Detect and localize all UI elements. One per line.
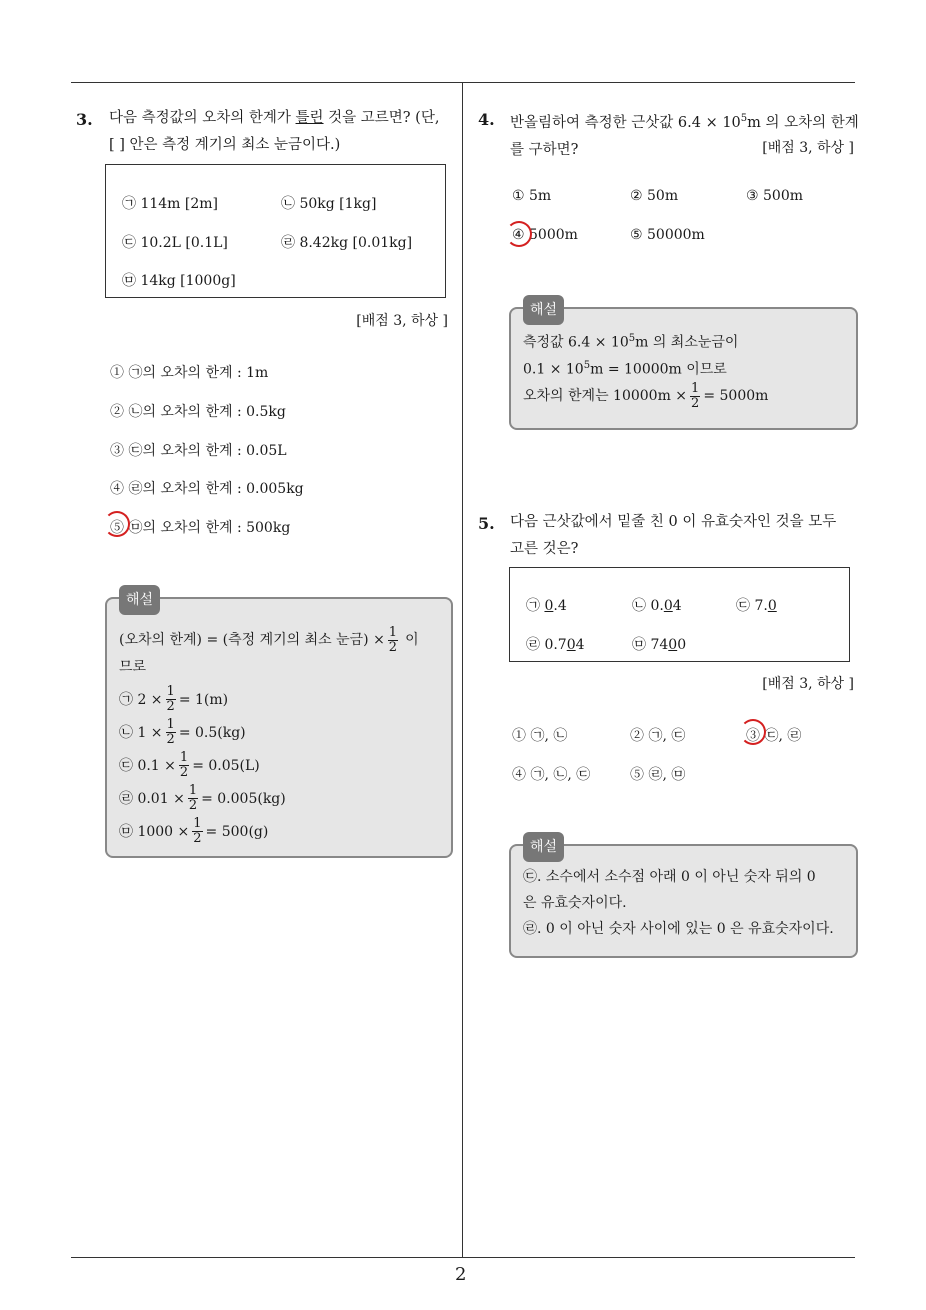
q4-expl-body — [523, 325, 853, 413]
q4-number: 4. — [478, 110, 495, 129]
post: 4 — [672, 598, 682, 614]
column-divider — [462, 82, 463, 1258]
row-post: = 0.005(kg) — [201, 790, 286, 807]
row-post: = 0.05(L) — [192, 757, 260, 774]
row-frac — [166, 718, 176, 747]
q4-expl-line3 — [523, 379, 853, 413]
q4-expl-l1sup: 5 — [628, 333, 636, 344]
q3-score: [배점 3, 하상 ] — [356, 313, 448, 329]
row-pre: ㉣ 0.01 × — [119, 790, 185, 807]
q5-option-4[interactable]: ④ ㉠, ㉡, ㉢ — [512, 767, 591, 783]
q3-expl-row-4 — [119, 782, 449, 815]
q5-answer-mark — [740, 719, 766, 745]
q4-expl-l1b: m 의 최소눈금이 — [635, 334, 739, 351]
pre: ㉢ 7. — [736, 598, 768, 614]
row-pre: ㉢ 0.1 × — [119, 757, 176, 774]
q4-text-c: 를 구하면? — [510, 141, 579, 158]
row-post: = 0.5(kg) — [178, 724, 246, 741]
frac-num: 1 — [166, 717, 175, 732]
row-frac — [179, 751, 189, 780]
frac-den: 2 — [691, 395, 700, 411]
q5-option-5[interactable]: ⑤ ㉣, ㉤ — [630, 767, 686, 783]
q3-given-4: ㉣ 8.42kg [0.01kg] — [281, 235, 413, 251]
frac-den: 2 — [166, 699, 175, 714]
q4-expl-l3a: 오차의 한계는 10000m × — [523, 388, 688, 404]
q4-expl-frac — [690, 382, 700, 411]
q3-text-b: 것을 고르면? (단, — [323, 110, 440, 126]
frac-num: 1 — [193, 816, 202, 831]
q3-expl-body — [119, 623, 449, 848]
q3-expl-row-3 — [119, 749, 449, 782]
q4-expl-l2a: 0.1 × 10 — [523, 361, 584, 378]
underlined-zero: 0 — [663, 598, 673, 614]
q4-expl-l3b: = 5000m — [703, 388, 769, 404]
q5-score: [배점 3, 하상 ] — [762, 676, 854, 692]
q5-given-3 — [736, 595, 777, 615]
q5-given-5 — [632, 634, 686, 654]
row-frac — [192, 817, 202, 846]
q5-expl-line3: ㉣. 0 이 아닌 숫자 사이에 있는 0 은 유효숫자이다. — [523, 921, 834, 937]
q3-expl-line1b: 이 — [405, 632, 419, 648]
pre: ㉡ 0. — [632, 598, 664, 614]
row-frac — [188, 784, 198, 813]
frac-den: 2 — [166, 732, 175, 747]
post: 4 — [575, 637, 585, 653]
pre: ㉠ — [526, 598, 545, 614]
q3-number: 3. — [76, 110, 93, 129]
q4-expl-l2sup: 5 — [583, 360, 591, 371]
q5-option-3[interactable]: ③ ㉢, ㉣ — [746, 728, 802, 744]
frac-num: 1 — [179, 750, 189, 765]
q4-answer-mark — [506, 221, 532, 247]
underlined-zero: 0 — [566, 637, 576, 653]
q3-given-3: ㉢ 10.2L [0.1L] — [122, 235, 228, 251]
q3-expl-line1a: (오차의 한계) = (측정 계기의 최소 눈금) × — [119, 632, 385, 648]
q5-explanation-tag: 해설 — [523, 832, 564, 862]
q3-text — [109, 105, 459, 159]
q3-text-a: 다음 측정값의 오차의 한계가 — [109, 110, 296, 126]
q4-text-a: 반올림하여 측정한 근삿값 6.4 × 10 — [510, 114, 741, 131]
q5-expl-line2: 은 유효숫자이다. — [523, 895, 627, 911]
q4-explanation-tag: 해설 — [523, 295, 564, 325]
q5-given-box — [509, 567, 850, 662]
bottom-rule — [71, 1257, 855, 1258]
q3-expl-row-2 — [119, 716, 449, 749]
q3-expl-row-5 — [119, 815, 449, 848]
q4-option-4[interactable]: ④ 5000m — [512, 227, 578, 243]
q3-option-1[interactable]: ① ㉠의 오차의 한계 : 1m — [110, 365, 269, 381]
post: 0 — [677, 637, 687, 653]
q4-expl-l2b: m = 10000m 이므로 — [590, 361, 727, 378]
q4-option-3[interactable]: ③ 500m — [746, 188, 803, 204]
q4-text-sup: 5 — [740, 113, 748, 124]
q4-option-1[interactable]: ① 5m — [512, 188, 552, 204]
q3-expl-line1 — [119, 623, 449, 657]
q3-explanation — [105, 592, 453, 858]
q5-given-2 — [632, 595, 682, 615]
row-pre: ㉠ 2 × — [119, 691, 163, 708]
frac-den: 2 — [188, 798, 198, 813]
row-pre: ㉤ 1000 × — [119, 823, 190, 840]
q3-given-2: ㉡ 50kg [1kg] — [281, 196, 377, 212]
frac-num: 1 — [388, 624, 398, 640]
q5-option-2[interactable]: ② ㉠, ㉢ — [630, 728, 686, 744]
q3-given-5: ㉤ 14kg [1000g] — [122, 273, 236, 289]
q4-expl-line1 — [523, 325, 853, 353]
frac-num: 1 — [188, 783, 198, 798]
q4-option-5[interactable]: ⑤ 50000m — [630, 227, 705, 243]
q3-option-2[interactable]: ② ㉡의 오차의 한계 : 0.5kg — [110, 404, 286, 420]
row-frac — [166, 685, 176, 714]
q3-text-underlined: 틀린 — [295, 110, 324, 126]
q5-option-1[interactable]: ① ㉠, ㉡ — [512, 728, 568, 744]
q5-text-b: 고른 것은? — [510, 541, 579, 557]
frac-num: 1 — [166, 684, 175, 699]
q4-text-b: m 의 오차의 한계 — [747, 114, 859, 131]
q5-text — [510, 509, 870, 563]
q5-expl-line1: ㉢. 소수에서 소수점 아래 0 이 아닌 숫자 뒤의 0 — [523, 869, 816, 885]
pre: ㉣ 0.7 — [526, 637, 567, 653]
q3-option-3[interactable]: ③ ㉢의 오차의 한계 : 0.05L — [110, 443, 287, 459]
q3-option-5[interactable]: ⑤ ㉤의 오차의 한계 : 500kg — [110, 520, 291, 536]
underlined-zero: 0 — [544, 598, 554, 614]
q4-expl-line2 — [523, 353, 853, 379]
q3-text-c: [ ] 안은 측정 계기의 최소 눈금이다.) — [109, 137, 341, 153]
q4-explanation — [509, 302, 858, 430]
q3-answer-mark — [104, 511, 130, 537]
top-rule — [71, 82, 855, 83]
q4-score: [배점 3, 하상 ] — [762, 140, 854, 156]
post: .4 — [553, 598, 567, 614]
q3-expl-line2: 므로 — [119, 659, 147, 675]
frac-num: 1 — [691, 380, 700, 396]
q4-expl-l1a: 측정값 6.4 × 10 — [523, 334, 629, 351]
q5-number: 5. — [478, 514, 495, 533]
row-pre: ㉡ 1 × — [119, 724, 163, 741]
underlined-zero: 0 — [668, 637, 678, 653]
q5-given-4 — [526, 634, 585, 654]
q5-expl-body — [523, 864, 853, 942]
row-post: = 500(g) — [205, 823, 269, 840]
q5-explanation — [509, 839, 858, 958]
frac-den: 2 — [193, 831, 202, 846]
frac-den: 2 — [388, 639, 398, 655]
pre: ㉤ 74 — [632, 637, 669, 653]
row-post: = 1(m) — [178, 691, 229, 708]
q3-expl-row-1 — [119, 683, 449, 716]
q5-text-a: 다음 근삿값에서 밑줄 친 0 이 유효숫자인 것을 모두 — [510, 514, 837, 530]
q5-given-1 — [526, 595, 567, 615]
q3-expl-frac — [388, 626, 398, 655]
frac-den: 2 — [179, 765, 189, 780]
q3-explanation-tag: 해설 — [119, 585, 160, 615]
q3-given-box — [105, 164, 446, 298]
underlined-zero: 0 — [767, 598, 777, 614]
page-number: 2 — [455, 1264, 467, 1285]
q4-option-2[interactable]: ② 50m — [630, 188, 679, 204]
q3-option-4[interactable]: ④ ㉣의 오차의 한계 : 0.005kg — [110, 481, 304, 497]
q3-given-1: ㉠ 114m [2m] — [122, 196, 219, 212]
